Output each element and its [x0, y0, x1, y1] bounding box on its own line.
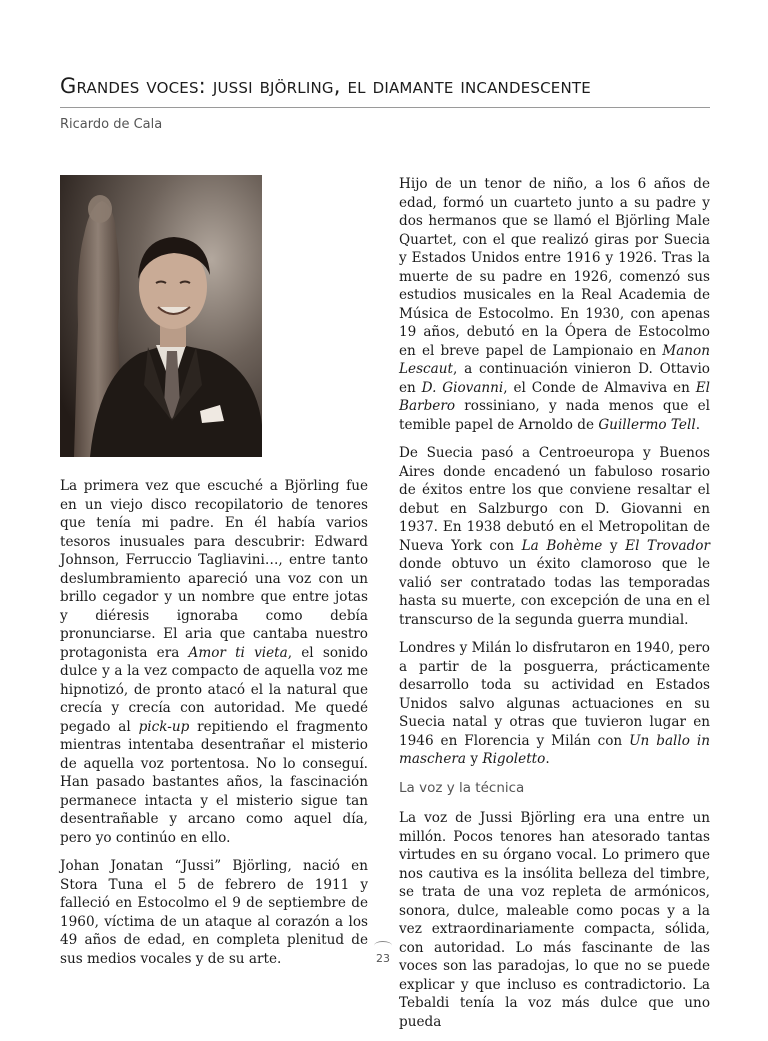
section-subheading: La voz y la técnica	[399, 779, 525, 796]
paragraph-early-career: Hijo de un tenor de niño, a los 6 años de edad, formó un cuarteto junto a su padre y dos hermanos que se llamó el Björling Male Quartet, con el que realizó giras por Suecia y Estados Unidos entre 1916 y 1926. Tras la muerte de su padre en 1926, comenzó sus estudios musicales en la Real Academia de Música de Estocolmo. En 1930, con apenas 19 años, debutó en la Ópera de Estocolmo en el breve papel de Lampionaio en Manon Lescaut, a continuación vinieron D. Ottavio en D. Giovanni, el Conde de Almaviva en El Barbero rossiniano, y nada menos que el temible papel de Arnoldo de Guillermo Tell.	[399, 176, 710, 433]
paragraph-postwar: Londres y Milán lo disfrutaron en 1940, pero a partir de la posguerra, prácticamente desarrollo toda su actividad en Estados Unidos salvo algunas actuaciones en su Suecia natal y otras que tuvieron lugar en 1946 en Florencia y Milán con Un ballo in maschera y Rigoletto.	[399, 640, 710, 767]
title-rule	[60, 107, 710, 108]
paragraph-international-career: De Suecia pasó a Centroeuropa y Buenos Aires donde encadenó un fabuloso rosario de éxitos entre los que conviene resaltar el debut en Salzburgo con D. Giovanni en 1937. En 1938 debutó en el Metropolitan de Nueva York con La Bohème y El Trovador donde obtuvo un éxito clamoroso que le valió ser contratado todas las temporadas hasta su muerte, con excepción de una en el transcurso de la segunda guerra mundial.	[399, 445, 710, 628]
author-name: Ricardo de Cala	[60, 117, 163, 132]
paragraph-intro: La primera vez que escuché a Björling fue en un viejo disco recopilatorio de tenores que tenía mi padre. En él había varios tesoros inusuales para descubrir: Edward Johnson, Ferruccio Tagliavini…, entre tanto deslumbramiento apareció una voz con un brillo cegador y un nombre que entre jotas y diéresis ignoraba como debía pronunciarse. El aria que cantaba nuestro protagonista era Amor ti vieta, el sonido dulce y a la vez compacto de aquella voz me hipnotizó, de pronto atacó el la natural que crecía y crecía con autoridad. Me quedé pegado al pick-up repitiendo el fragmento mientras intentaba desentrañar el misterio de aquella voz portentosa. No lo conseguí. Han pasado bastantes años, la fascinación permanece intacta y el misterio sigue tan desentrañable y arcano como aquel día, pero yo continúo en ello.	[60, 478, 368, 846]
portrait-illustration	[60, 175, 262, 457]
page-number-label: 23	[376, 952, 390, 965]
page-number	[366, 941, 400, 965]
article-title: Grandes voces: jussi björling, el diamante incandescente	[60, 74, 591, 98]
left-column	[60, 477, 368, 978]
right-column	[399, 175, 710, 1041]
portrait-photo	[60, 175, 262, 457]
paragraph-biography: Johan Jonatan “Jussi” Björling, nació en Stora Tuna el 5 de febrero de 1911 y falleció en Estocolmo el 9 de septiembre de 1960, víctima de un ataque al corazón a los 49 años de edad, en completa plenitud de sus medios vocales y de su arte.	[60, 858, 368, 967]
paragraph-voice: La voz de Jussi Björling era una entre un millón. Pocos tenores han atesorado tantas virtudes en su órgano vocal. Lo primero que nos cautiva es la insólita belleza del timbre, se trata de una voz repleta de armónicos, sonora, dulce, maleable como pocas y a la vez extraordinariamente compacta, sólida, con autoridad. Lo más fascinante de las voces son las paradojas, lo que no se puede explicar y que incluso es contradictorio. La Tebaldi tenía la voz más dulce que uno pueda	[399, 810, 710, 1030]
folio-arc-icon	[374, 941, 392, 950]
